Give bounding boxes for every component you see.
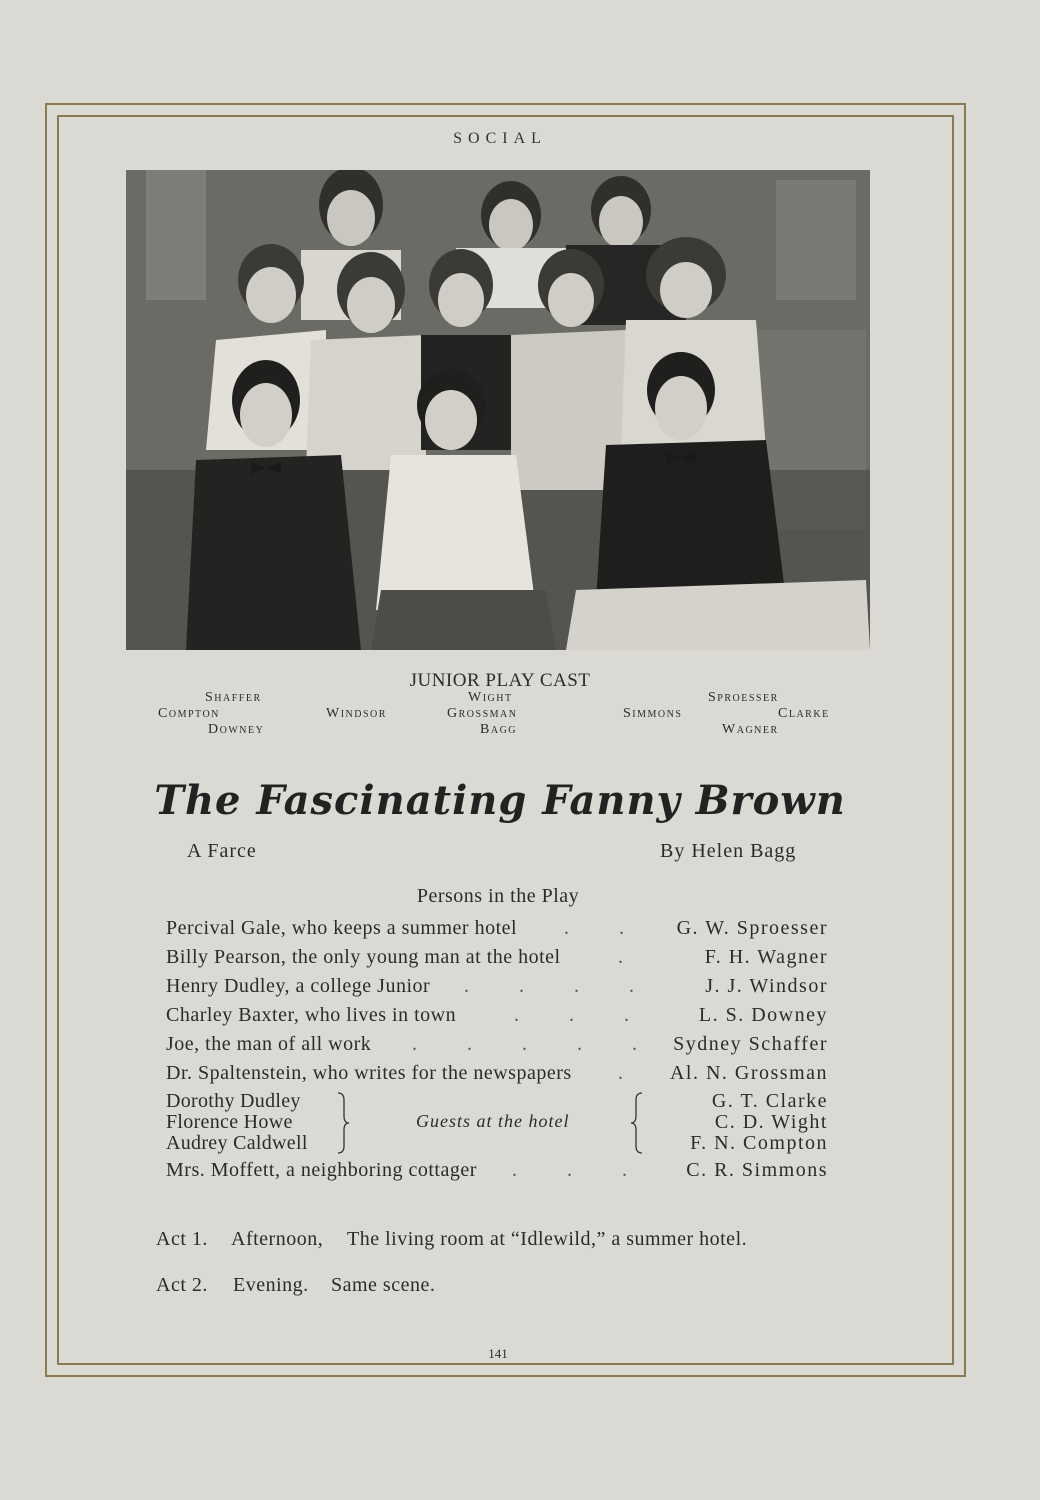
- role-actor: L. S. Downey: [698, 1004, 828, 1026]
- role-row: [166, 946, 828, 974]
- role-actor: J. J. Windsor: [705, 975, 828, 997]
- cast-name: Downey: [208, 722, 265, 737]
- act-time: Afternoon,: [231, 1228, 324, 1250]
- role-actor: Sydney Schaffer: [673, 1033, 828, 1055]
- section-header: SOCIAL: [453, 130, 547, 147]
- persons-heading: Persons in the Play: [416, 885, 580, 907]
- guest-actor: G. T. Clarke: [711, 1090, 828, 1112]
- leader-dots: . . .: [512, 1159, 627, 1181]
- role-actor: C. R. Simmons: [686, 1159, 828, 1181]
- guest-note: Guests at the hotel: [416, 1111, 570, 1131]
- cast-name: Compton: [158, 706, 220, 721]
- act-line: [156, 1228, 747, 1251]
- leader-dots: . . .: [514, 1004, 629, 1026]
- role-row: [166, 1004, 828, 1032]
- role-row: [166, 1159, 828, 1187]
- role-description: Joe, the man of all work: [166, 1033, 372, 1055]
- cast-name: bagg: [480, 722, 518, 737]
- role-description: Charley Baxter, who lives in town: [166, 1004, 457, 1026]
- act-scene: The living room at “Idlewild,” a summer hotel.: [347, 1228, 748, 1250]
- cast-group-photo: [126, 170, 870, 650]
- act-line: [156, 1274, 435, 1297]
- leader-dots: . .: [564, 917, 624, 939]
- role-row: [166, 1033, 828, 1061]
- cast-name: simmons: [623, 706, 683, 721]
- cast-name: wight: [468, 690, 513, 705]
- act-label: Act 1.: [156, 1228, 208, 1250]
- role-actor: G. W. Sproesser: [676, 917, 828, 939]
- role-description: Dr. Spaltenstein, who writes for the newspapers: [166, 1062, 572, 1084]
- cast-caption-title: JUNIOR PLAY CAST: [409, 670, 591, 691]
- leader-dots: .: [618, 946, 623, 968]
- photo-illustration: [126, 170, 870, 650]
- role-actor: F. H. Wagner: [704, 946, 828, 968]
- leader-dots: .: [618, 1062, 623, 1084]
- act-scene: Same scene.: [331, 1274, 436, 1296]
- play-genre: A Farce: [187, 840, 257, 862]
- cast-name: wagner: [722, 722, 779, 737]
- play-title: The Fascinating Fanny Brown: [154, 777, 846, 824]
- cast-name: Shaffer: [205, 690, 262, 705]
- role-description: Henry Dudley, a college Junior: [166, 975, 431, 997]
- guest-role: Florence Howe: [166, 1111, 293, 1133]
- role-actor: Al. N. Grossman: [669, 1062, 828, 1084]
- role-description: Percival Gale, who keeps a summer hotel: [166, 917, 518, 939]
- role-row: [166, 917, 828, 945]
- page-number: 141: [488, 1346, 508, 1361]
- cast-name: windsor: [326, 706, 387, 721]
- act-label: Act 2.: [156, 1274, 208, 1296]
- guest-role: Audrey Caldwell: [166, 1132, 308, 1154]
- right-brace-icon: [336, 1092, 350, 1154]
- guest-role: Dorothy Dudley: [166, 1090, 301, 1112]
- cast-name: sproesser: [708, 690, 779, 705]
- guest-roles: [166, 1090, 828, 1156]
- role-description: Billy Pearson, the only young man at the hotel: [166, 946, 561, 968]
- cast-name: clarke: [778, 706, 830, 721]
- left-brace-icon: [630, 1092, 644, 1154]
- leader-dots: . . . .: [464, 975, 634, 997]
- role-description: Mrs. Moffett, a neighboring cottager: [166, 1159, 477, 1181]
- cast-name: grossman: [447, 706, 518, 721]
- role-row: [166, 1062, 828, 1090]
- guest-actor: C. D. Wight: [714, 1111, 828, 1133]
- role-row: [166, 975, 828, 1003]
- act-time: Evening.: [233, 1274, 309, 1296]
- leader-dots: . . . . .: [412, 1033, 637, 1055]
- play-author: By Helen Bagg: [660, 840, 797, 862]
- guest-actor: F. N. Compton: [690, 1132, 828, 1154]
